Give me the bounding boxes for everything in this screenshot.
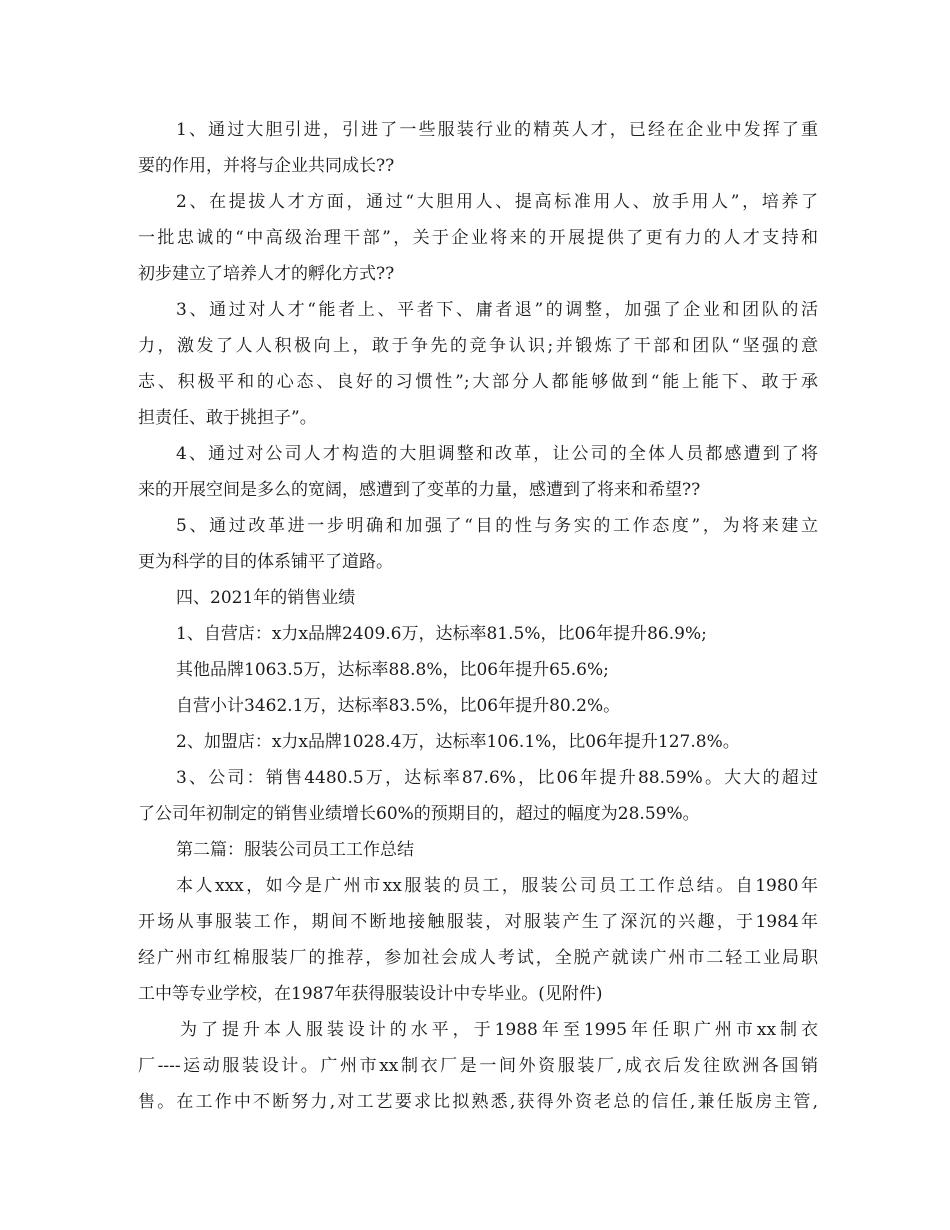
document-text-line: 开场从事服装工作，期间不断地接触服装，对服装产生了深沉的兴趣，于1984年: [138, 912, 818, 932]
document-text-line: 3、通过对人才“能者上、平者下、庸者退”的调整，加强了企业和团队的活: [176, 300, 818, 320]
document-text-line: 2、在提拔人才方面，通过“大胆用人、提高标准用人、放手用人”，培养了: [176, 192, 818, 212]
document-text-line: 5、通过改革进一步明确和加强了“目的性与务实的工作态度”，为将来建立: [176, 516, 818, 536]
document-text-line: 工中等专业学校，在1987年获得服装设计中专毕业。(见附件): [138, 984, 603, 1004]
document-text-line: 来的开展空间是多么的宽阔，感遭到了变革的力量，感遭到了将来和希望??: [138, 480, 701, 500]
document-text-line: 力，激发了人人积极向上，敢于争先的竞争认识;并锻炼了干部和团队“坚强的意: [138, 336, 818, 356]
document-text-line: 第二篇：服装公司员工工作总结: [176, 840, 414, 860]
document-text-line: 自营小计3462.1万，达标率83.5%，比06年提升80.2%。: [176, 696, 621, 716]
document-text-line: 要的作用，并将与企业共同成长??: [138, 156, 395, 176]
document-text-line: 3、公司：销售4480.5万，达标率87.6%，比06年提升88.59%。大大的超过: [176, 768, 818, 788]
document-text-line: 其他品牌1063.5万，达标率88.8%，比06年提升65.6%;: [176, 660, 609, 680]
document-text-line: 2、加盟店：x力x品牌1028.4万，达标率106.1%，比06年提升127.8%。: [176, 732, 740, 752]
document-text-line: 1、自营店：x力x品牌2409.6万，达标率81.5%，比06年提升86.9%;: [176, 624, 707, 644]
document-body: [138, 112, 818, 1120]
document-text-line: 4、通过对公司人才构造的大胆调整和改革，让公司的全体人员都感遭到了将: [176, 444, 818, 464]
document-text-line: 了公司年初制定的销售业绩增长60%的预期目的，超过的幅度为28.59%。: [138, 804, 700, 824]
document-text-line: 为了提升本人服装设计的水平，于1988年至1995年任职广州市xx制衣: [180, 1020, 818, 1040]
document-text-line: 经广州市红棉服装厂的推荐，参加社会成人考试，全脱产就读广州市二轻工业局职: [138, 948, 818, 968]
document-text-line: 担责任、敢于挑担子”。: [138, 408, 317, 428]
document-text-line: 一批忠诚的“中高级治理干部”，关于企业将来的开展提供了更有力的人才支持和: [138, 228, 818, 248]
document-text-line: 更为科学的目的体系铺平了道路。: [138, 552, 393, 572]
document-text-line: 厂----运动服装设计。广州市xx制衣厂是一间外资服装厂,成衣后发往欧洲各国销: [138, 1056, 818, 1076]
document-text-line: 本人xxx，如今是广州市xx服装的员工，服装公司员工工作总结。自1980年: [176, 876, 818, 896]
document-text-line: 初步建立了培养人才的孵化方式??: [138, 264, 395, 284]
document-text-line: 志、积极平和的心态、良好的习惯性”;大部分人都能够做到“能上能下、敢于承: [138, 372, 818, 392]
document-text-line: 四、2021年的销售业绩: [176, 588, 356, 608]
document-text-line: 1、通过大胆引进，引进了一些服装行业的精英人才，已经在企业中发挥了重: [176, 120, 818, 140]
document-text-line: 售。在工作中不断努力,对工艺要求比拟熟悉,获得外资老总的信任,兼任版房主管,: [138, 1092, 818, 1112]
